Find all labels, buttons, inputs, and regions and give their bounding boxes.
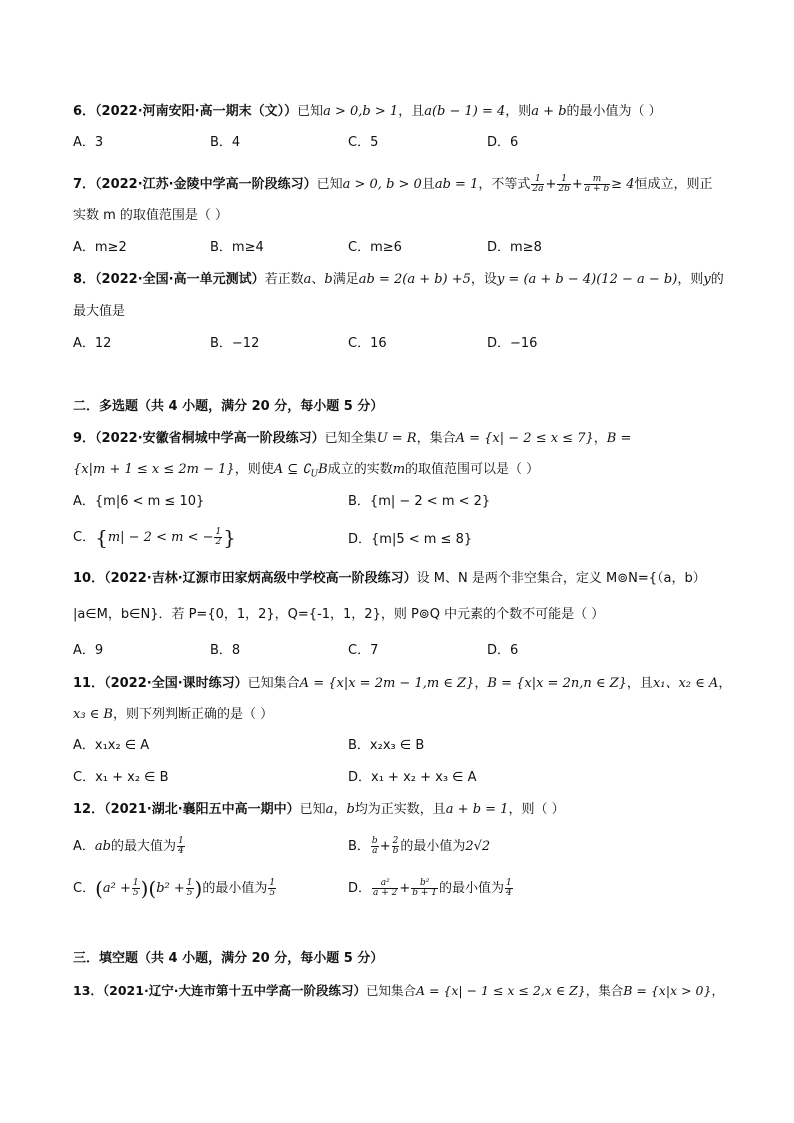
math: y (703, 272, 711, 287)
text: 均为正实数，且 (354, 802, 446, 817)
section-heading: 二．多选题（共 4 小题，满分 20 分，每小题 5 分） (73, 399, 384, 414)
math: B = {x|x = 2n,n ∈ Z} (487, 676, 627, 691)
text: 的最小值为 (439, 881, 505, 896)
math: A = {x| − 1 ≤ x ≤ 2,x ∈ Z} (415, 983, 586, 998)
option-b (348, 837, 490, 856)
text: ，不等式 (478, 177, 531, 192)
question-source: （2021·辽宁·大连市第十五中学高一阶段练习） (102, 983, 366, 998)
option-a: A．9 (73, 643, 104, 658)
question-source: （2022·全国·课时练习） (104, 676, 248, 691)
text: C． (73, 530, 96, 545)
math: 2√2 (465, 839, 491, 854)
question-10-line-2: |a∈M，b∈N}．若 P={0，1，2}，Q={-1，1，2}，则 P⊚Q 中元素的个数不可能是（ ） (73, 607, 605, 622)
option-c: C．x₁ + x₂ ∈ B (73, 770, 169, 785)
question-13 (73, 982, 724, 1000)
math: {x|m + 1 ≤ x ≤ 2m − 1} (73, 462, 235, 477)
text: 的最大值为 (110, 839, 176, 854)
text: 的最小值为 (400, 839, 466, 854)
fraction: $\frac{m}{a + b}$ (584, 174, 610, 194)
text: D． (348, 881, 372, 896)
question-number: 6． (73, 104, 96, 119)
text: 已知集合 (365, 983, 416, 998)
math: a² + (102, 881, 131, 896)
math: a (303, 272, 312, 287)
question-7: 7．（2022·江苏·金陵中学高一阶段练习）已知a > 0, b > 0且ab = 1，不等式 $\frac{1}{2a}$ + $\frac{1}{2b}$ + $\frac{m}{a + b}$ ≥ 4恒成立，则正 (73, 174, 713, 194)
math: ab = 2(a + b) +5 (358, 272, 471, 287)
text: ，则使 (234, 462, 274, 477)
text: ， (333, 802, 347, 817)
fraction: $\frac{1}{5}$ (186, 878, 193, 898)
text: 已知集合 (247, 676, 300, 691)
fraction: $\frac{1}{2a}$ (532, 174, 544, 194)
text: 且 (421, 177, 435, 192)
question-number: 10． (73, 571, 105, 586)
text: 已知全集 (324, 431, 377, 446)
math: b² + (156, 881, 185, 896)
question-number: 11． (73, 676, 105, 691)
fraction: $\frac{1}{5}$ (269, 878, 276, 898)
math: a(b − 1) = 4 (424, 104, 506, 119)
option-b: B．{m| − 2 < m < 2} (348, 494, 491, 509)
math: x₁、x₂ ∈ A (652, 676, 719, 691)
math: x₃ ∈ B (73, 707, 113, 722)
fraction: $\frac{1}{5}$ (132, 878, 139, 898)
fraction: $\frac{1}{2b}$ (558, 174, 570, 194)
option-d: D．m≥8 (487, 240, 542, 255)
math: B = (606, 431, 632, 446)
question-11 (73, 675, 731, 693)
question-source: （2022·江苏·金陵中学高一阶段练习） (95, 177, 317, 192)
fraction: $\frac{2}{b}$ (392, 836, 399, 856)
fraction: $\frac{\text{b²}}{b + 1}$ (412, 878, 438, 898)
math: B (318, 462, 328, 477)
option-d: D．{m|5 < m ≤ 8} (348, 532, 473, 547)
math: m (392, 462, 406, 477)
question-12 (73, 801, 565, 819)
fraction: $\frac{b}{a}$ (371, 836, 378, 856)
text: ，且 (398, 104, 425, 119)
text: 若正数 (264, 272, 304, 287)
text: ，集合 (416, 431, 456, 446)
option-d: D．−16 (487, 336, 538, 351)
text: ，则 (677, 272, 704, 287)
text: ，则 (505, 104, 532, 119)
question-8-line-2: 最大值是 (73, 304, 126, 319)
fraction: $\frac{1}{2}$ (215, 527, 222, 547)
fraction: $\frac{1}{4}$ (506, 878, 512, 898)
question-10 (73, 570, 706, 588)
math: ab (94, 839, 111, 854)
text: 的最小值为 (202, 881, 268, 896)
math: U (310, 469, 319, 480)
text: 、 (311, 272, 325, 287)
option-b: B．−12 (210, 336, 260, 351)
question-source: （2022·全国·高一单元测试） (95, 272, 265, 287)
option-d: D．6 (487, 643, 519, 658)
option-c: C．m≥6 (348, 240, 402, 255)
fraction: $\frac{\text{a²}}{a + 2}$ (373, 878, 398, 898)
text: ，则下列判断正确的是（ ） (112, 707, 274, 722)
text: 已知 (316, 177, 343, 192)
math: a (325, 802, 334, 817)
text: A． (73, 839, 95, 854)
option-a: A．12 (73, 336, 112, 351)
option-a (73, 837, 186, 856)
option-a: A．{m|6 < m ≤ 10} (73, 494, 205, 509)
math: b (324, 272, 333, 287)
math: a + b (531, 104, 567, 119)
math: A = {x| − 2 ≤ x ≤ 7} (455, 431, 594, 446)
text: 恒成立，则正 (634, 177, 713, 192)
math: A ⊆ ∁ (273, 462, 311, 477)
text: 的 (710, 272, 724, 287)
math: A = {x|x = 2m − 1,m ∈ Z} (299, 676, 475, 691)
text: 的取值范围可以是（ ） (405, 462, 540, 477)
text: + (399, 881, 411, 896)
question-8 (73, 271, 724, 289)
option-b: B．m≥4 (210, 240, 264, 255)
text: ， (718, 676, 732, 691)
math: a > 0, b > 0 (342, 177, 422, 192)
text: ， (474, 676, 488, 691)
option-d (348, 879, 514, 898)
option-a: A．m≥2 (73, 240, 127, 255)
question-9 (73, 430, 631, 448)
text: ，且 (626, 676, 653, 691)
text: 已知 (297, 104, 324, 119)
text: ，集合 (585, 983, 624, 998)
option-d: D．6 (487, 135, 519, 150)
option-c: C．5 (348, 135, 379, 150)
option-a: A．x₁x₂ ∈ A (73, 738, 150, 753)
text: 设 M、N 是两个非空集合，定义 M⊚N={（a，b） (416, 571, 706, 586)
text: + (379, 839, 391, 854)
text: C． (73, 881, 96, 896)
option-c: C．16 (348, 336, 387, 351)
text: ，则（ ） (508, 802, 565, 817)
question-source: （2022·吉林·辽源市田家炳高级中学校高一阶段练习） (104, 571, 417, 586)
text: ，设 (470, 272, 497, 287)
text: B． (348, 839, 370, 854)
math: b (346, 802, 355, 817)
text: 满足 (332, 272, 359, 287)
text: 成立的实数 (327, 462, 393, 477)
question-source: （2021·湖北·襄阳五中高一期中） (104, 802, 300, 817)
option-c: C．{m| − 2 < m < − $\frac{1}{2}$ } (73, 525, 236, 550)
text: 的最小值为（ ） (566, 104, 662, 119)
question-number: 7． (73, 177, 96, 192)
question-number: 9． (73, 431, 96, 446)
math: U = R (376, 431, 417, 446)
text: 已知 (299, 802, 326, 817)
math: a + b = 1 (445, 802, 509, 817)
math: m| − 2 < m < − (107, 530, 214, 545)
question-6 (73, 103, 662, 121)
section-heading: 三．填空题（共 4 小题，满分 20 分，每小题 5 分） (73, 951, 384, 966)
question-11-line-2 (73, 706, 273, 724)
question-number: 8． (73, 272, 96, 287)
question-number: 12． (73, 802, 105, 817)
math: y = (a + b − 4)(12 − a − b) (496, 272, 678, 287)
math: a > 0,b > 1 (323, 104, 399, 119)
option-c: C．(a² + $\frac{1}{5}$ )(b² + $\frac{1}{5}$ )的最小值为 $\frac{1}{5}$ (73, 876, 276, 901)
option-b: B．4 (210, 135, 241, 150)
option-d: D．x₁ + x₂ + x₃ ∈ A (348, 770, 477, 785)
fraction: $\frac{1}{4}$ (178, 836, 184, 856)
math: ab = 1 (434, 177, 479, 192)
question-7-line-2: 实数 m 的取值范围是（ ） (73, 208, 229, 223)
question-source: （2022·安徽省桐城中学高一阶段练习） (95, 431, 325, 446)
option-b: B．x₂x₃ ∈ B (348, 738, 425, 753)
math: ≥ 4 (611, 177, 635, 192)
option-c: C．7 (348, 643, 379, 658)
math: B = {x|x > 0} (623, 983, 712, 998)
text: ， (593, 431, 607, 446)
text: ， (711, 983, 724, 998)
option-b: B．8 (210, 643, 241, 658)
question-number: 13． (73, 983, 103, 998)
question-source: （2022·河南安阳·高一期末（文）） (95, 104, 298, 119)
option-a: A．3 (73, 135, 104, 150)
question-9-line-2 (73, 461, 539, 484)
